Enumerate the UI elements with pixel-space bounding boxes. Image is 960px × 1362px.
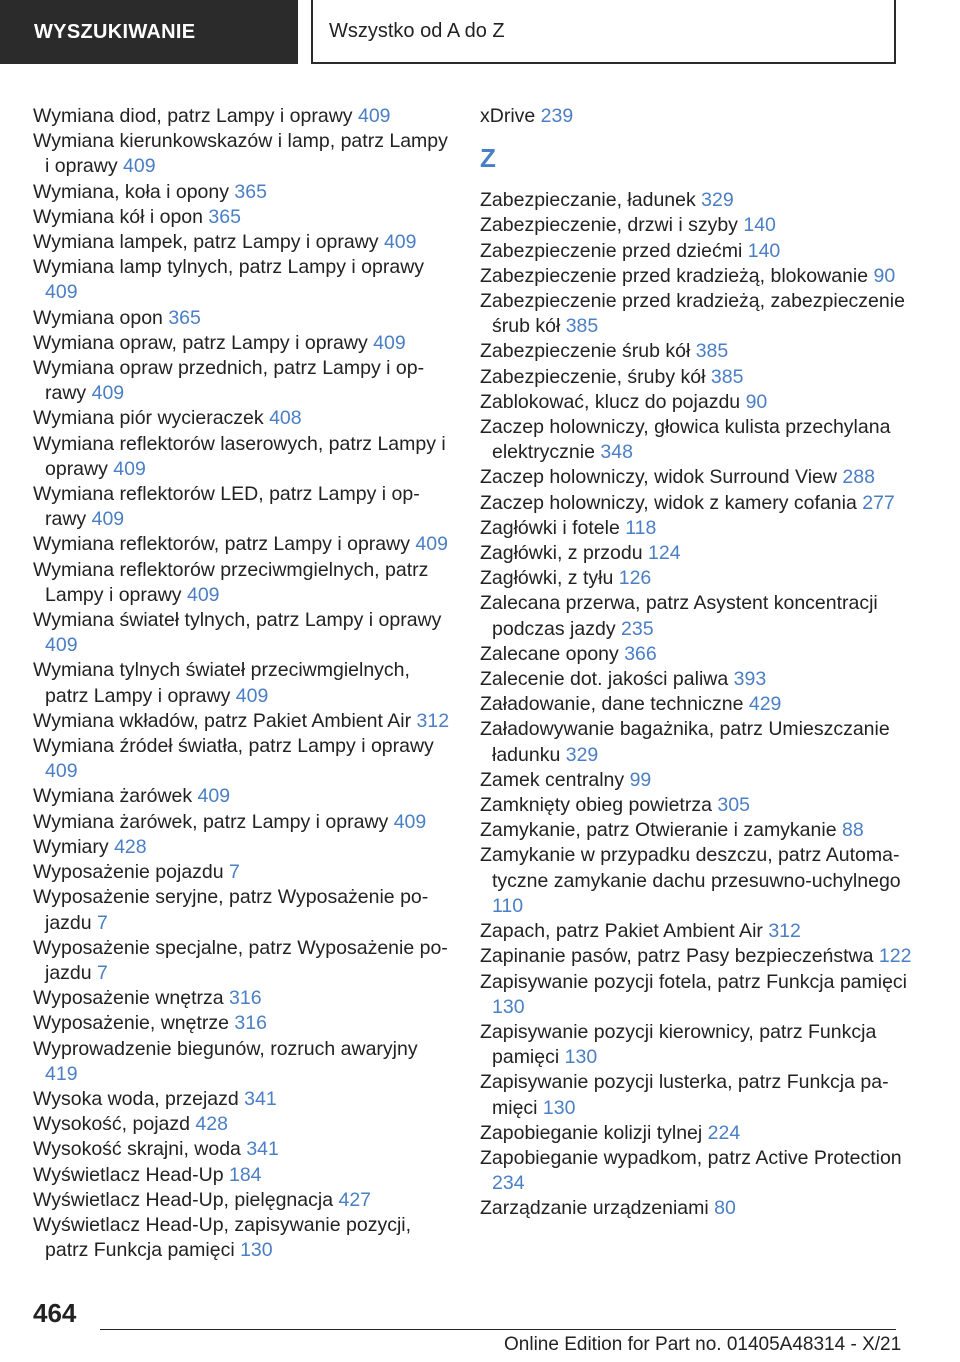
page-reference-link[interactable]: 7 — [97, 911, 108, 934]
index-entry — [33, 784, 453, 809]
page-reference-link[interactable]: 348 — [600, 441, 633, 464]
page-reference-link[interactable]: 239 — [540, 105, 574, 127]
page-reference-link[interactable]: 288 — [842, 466, 875, 489]
index-entry — [480, 818, 920, 843]
index-entry-text: Wymiana lampek, patrz Lampy i oprawy — [33, 231, 384, 254]
page-reference-link[interactable]: 409 — [91, 508, 125, 531]
index-entry-text: Wymiana lamp tylnych, patrz Lampy i oprawy — [33, 256, 425, 279]
index-entry-text: Wymiana żarówek — [33, 785, 198, 808]
page-reference-link[interactable]: 277 — [862, 491, 895, 514]
index-entry — [480, 591, 920, 641]
page-number: 464 — [33, 1298, 77, 1328]
page-reference-link[interactable]: 312 — [768, 920, 801, 943]
index-entry-text: Wymiana kierunkowskazów i lamp, patrz Lampy i oprawy — [33, 130, 448, 178]
page-reference-link[interactable]: 428 — [195, 1113, 228, 1136]
index-entry-text: Wyposażenie, wnętrze — [33, 1012, 235, 1035]
page-reference-link[interactable]: 365 — [234, 180, 267, 203]
page-reference-link[interactable]: 385 — [710, 365, 744, 388]
index-entry-text: Wymiana opraw, patrz Lampy i oprawy — [33, 331, 374, 354]
page-reference-link[interactable]: 312 — [416, 709, 450, 732]
edition-footer: Online Edition for Part no. 01405A48314 - X/21 — [504, 1334, 902, 1355]
index-entry-text: Zagłówki, z tyłu — [480, 567, 619, 590]
page-reference-link[interactable]: 409 — [415, 533, 448, 556]
index-entry-text: Zapobieganie kolizji tylnej — [480, 1121, 708, 1144]
index-entry-text: Zabezpieczanie, ładunek — [480, 189, 702, 212]
index-entry — [33, 331, 453, 356]
index-entry — [33, 1213, 453, 1263]
page-reference-link[interactable]: 409 — [393, 810, 427, 833]
index-entry-text: Załadowanie, dane techniczne — [480, 693, 749, 716]
index-entry-text: Zamykanie, patrz Otwieranie i zamykanie — [480, 819, 842, 842]
index-entry — [480, 415, 920, 465]
page-reference-link[interactable]: 184 — [228, 1163, 262, 1186]
index-entry — [33, 482, 453, 532]
index-entry — [33, 1137, 453, 1162]
index-entry-text: Zagłówki, z przodu — [480, 542, 648, 565]
index-entry-text: Zapisywanie pozycji lusterka, patrz Funkcja pamięci — [480, 1071, 889, 1119]
index-entry-text: Zapobieganie wypadkom, patrz Active Protection — [480, 1146, 902, 1169]
index-entry — [480, 944, 920, 969]
page-reference-link[interactable]: 365 — [168, 306, 201, 329]
index-entry — [33, 255, 453, 305]
index-entry — [480, 491, 920, 516]
page-reference-link[interactable]: 99 — [629, 768, 652, 791]
index-entry-text: Zabezpieczenie śrub kół — [480, 340, 696, 363]
page-reference-link[interactable]: 409 — [235, 684, 269, 707]
page-reference-link[interactable]: 130 — [542, 1096, 576, 1119]
index-entry — [480, 768, 920, 793]
index-entry — [33, 356, 453, 406]
page-reference-link[interactable]: 409 — [197, 785, 231, 808]
index-entry — [480, 289, 920, 339]
index-entry — [480, 1196, 920, 1221]
index-entry-text: Wyświetlacz Head-Up — [33, 1163, 229, 1186]
index-entry — [33, 558, 453, 608]
index-entry-text: Zamek centralny — [480, 768, 630, 791]
page-reference-link[interactable]: 427 — [338, 1188, 372, 1211]
index-entry — [480, 970, 920, 1020]
page-reference-link[interactable]: 90 — [873, 264, 896, 287]
index-entry-text: Zabezpieczenie przed kradzieżą, blokowanie — [480, 264, 874, 287]
index-entry-text: Wymiana opon — [33, 306, 169, 329]
index-entry — [480, 365, 920, 390]
index-entry-text: Wymiana wkładów, patrz Pakiet Ambient Air — [33, 709, 417, 732]
index-entry-text: Wymiana reflektorów przeciwmgielnych, patrz Lampy i oprawy — [33, 558, 429, 606]
index-entry — [480, 465, 920, 490]
index-entry-text: Zaczep holowniczy, głowica kulista przechylana elektrycznie — [480, 416, 891, 464]
page-reference-link[interactable]: 409 — [383, 231, 417, 254]
index-entry-text: Wymiana źródeł światła, patrz Lampy i oprawy — [33, 735, 434, 758]
index-entry — [33, 306, 453, 331]
index-entry-text: Zapinanie pasów, patrz Pasy bezpieczeństwa — [480, 945, 879, 968]
index-entry — [480, 516, 920, 541]
index-entry — [480, 717, 920, 767]
index-column-right — [480, 104, 920, 1222]
index-entry-text: Wyposażenie specjalne, patrz Wyposażenie pojazdu — [33, 936, 448, 984]
index-entry — [33, 104, 453, 129]
index-entry-text: Wymiana tylnych świateł przeciwmgielnych, patrz Lampy i oprawy — [33, 659, 410, 707]
index-entry-text: Wymiana diod, patrz Lampy i oprawy — [33, 105, 358, 127]
index-entry-text: Wymiana piór wycieraczek — [33, 407, 270, 430]
index-entry-text: Zapisywanie pozycji kierownicy, patrz Funkcja pamięci — [480, 1020, 877, 1069]
index-entry-text: Wysokość skrajni, woda — [33, 1138, 247, 1161]
page-reference-link[interactable]: 409 — [373, 331, 406, 354]
index-entry — [480, 339, 920, 364]
index-entry — [480, 213, 920, 238]
page-reference-link[interactable]: 234 — [492, 1172, 525, 1195]
index-entry — [33, 532, 453, 557]
index-entry — [33, 1112, 453, 1137]
page-reference-link[interactable]: 7 — [97, 961, 108, 984]
index-entry-text: Zapisywanie pozycji fotela, patrz Funkcja pamięci — [480, 970, 908, 993]
index-entry — [480, 390, 920, 415]
index-entry — [33, 936, 453, 986]
index-entry — [33, 810, 453, 835]
page-reference-link[interactable]: 409 — [45, 281, 78, 304]
page-title-box — [311, 0, 896, 64]
index-entry — [480, 793, 920, 818]
page-reference-link[interactable]: 366 — [624, 642, 657, 665]
index-entry — [480, 642, 920, 667]
index-entry-text: Zabezpieczenie przed dziećmi — [480, 239, 748, 262]
index-entry-text: Zamknięty obieg powietrza — [480, 794, 718, 817]
page-reference-link[interactable]: 130 — [492, 995, 525, 1018]
index-entry-text: Zaczep holowniczy, widok z kamery cofania — [480, 491, 863, 514]
index-entry-text: Zalecane opony — [480, 642, 625, 665]
index-entry — [480, 239, 920, 264]
index-entry — [33, 1188, 453, 1213]
index-entry — [33, 129, 453, 179]
index-entry-text: Zaczep holowniczy, widok Surround View — [480, 466, 843, 489]
index-entry-text: xDrive — [480, 105, 541, 127]
index-entry-text: Wyposażenie pojazdu — [33, 861, 230, 884]
index-entry-text: Wymiana reflektorów LED, patrz Lampy i oprawy — [33, 483, 420, 531]
index-entry — [480, 667, 920, 692]
page-reference-link[interactable]: 329 — [565, 743, 599, 766]
page-reference-link[interactable]: 385 — [695, 340, 729, 363]
page-reference-link[interactable]: 90 — [745, 390, 768, 413]
page-reference-link[interactable]: 80 — [714, 1197, 736, 1220]
section-tab-label: WYSZUKIWANIE — [34, 20, 196, 43]
index-entry — [33, 835, 453, 860]
index-entry-text: Wymiana opraw przednich, patrz Lampy i oprawy — [33, 357, 425, 405]
index-entry — [33, 608, 453, 658]
index-entry-text: Zabezpieczenie, drzwi i szyby — [480, 214, 744, 237]
index-entry — [480, 264, 920, 289]
index-entry — [480, 919, 920, 944]
page-title: Wszystko od A do Z — [329, 19, 505, 42]
page-reference-link[interactable]: 341 — [244, 1087, 277, 1110]
page-reference-link[interactable]: 130 — [240, 1239, 273, 1262]
page-reference-link[interactable]: 419 — [45, 1062, 78, 1085]
page-reference-link[interactable]: 235 — [621, 617, 654, 640]
footer-divider — [100, 1329, 896, 1330]
index-entry-text: Zalecenie dot. jakości paliwa — [480, 668, 734, 691]
index-entry-text: Wyprowadzenie biegunów, rozruch awaryjny — [33, 1037, 418, 1060]
page-reference-link[interactable]: 118 — [625, 516, 657, 539]
page-reference-link[interactable]: 409 — [91, 382, 125, 405]
index-entry-text: Załadowywanie bagażnika, patrz Umieszczanie ładunku — [480, 718, 890, 766]
page-reference-link[interactable]: 409 — [123, 155, 156, 178]
index-entry — [480, 1146, 920, 1196]
index-entry-text: Wymiana kół i opon — [33, 205, 209, 228]
page-reference-link[interactable]: 408 — [269, 407, 302, 430]
page-reference-link[interactable]: 110 — [492, 894, 524, 917]
index-entry — [33, 230, 453, 255]
index-entry — [480, 843, 920, 919]
index-entry — [480, 541, 920, 566]
index-entry-text: Wymiana, koła i opony — [33, 180, 235, 203]
index-entry-text: Wymiana reflektorów, patrz Lampy i oprawy — [33, 533, 416, 556]
index-entry — [33, 1011, 453, 1036]
index-entry — [33, 180, 453, 205]
index-entry — [33, 406, 453, 431]
page-reference-link[interactable]: 130 — [564, 1046, 598, 1069]
index-entry-text: Wymiana żarówek, patrz Lampy i oprawy — [33, 810, 394, 833]
page-reference-link[interactable]: 316 — [229, 987, 262, 1010]
page-reference-link[interactable]: 341 — [246, 1138, 279, 1161]
index-column-left — [33, 104, 453, 1263]
index-entry-text: Wymiary — [33, 835, 115, 858]
index-entry-text: Zablokować, klucz do pojazdu — [480, 390, 746, 413]
index-entry — [33, 734, 453, 784]
index-entry — [33, 658, 453, 708]
index-entry — [33, 432, 453, 482]
page-reference-link[interactable]: 429 — [748, 693, 782, 716]
index-entry — [33, 205, 453, 230]
page-reference-link[interactable]: 316 — [234, 1012, 267, 1035]
section-letter: Z — [480, 143, 496, 174]
page-reference-link[interactable]: 140 — [743, 214, 776, 237]
index-entry-text: Wymiana świateł tylnych, patrz Lampy i oprawy — [33, 609, 442, 632]
page-reference-link[interactable]: 7 — [229, 861, 240, 884]
page-reference-link[interactable]: 224 — [707, 1121, 741, 1144]
index-entry — [33, 1037, 453, 1087]
page-reference-link[interactable]: 428 — [114, 835, 147, 858]
index-entry-text: Wyposażenie seryjne, patrz Wyposażenie pojazdu — [33, 886, 429, 934]
index-entry-text: Zamykanie w przypadku deszczu, patrz Automatyczne zamykanie dachu przesuwno-uchylnego — [480, 844, 901, 892]
index-entry-text: Wyświetlacz Head-Up, pielęgnacja — [33, 1188, 339, 1211]
section-tab[interactable] — [0, 0, 298, 64]
index-entry-text: Zagłówki i fotele — [480, 516, 626, 539]
index-entry — [480, 188, 920, 213]
page-reference-link[interactable]: 329 — [701, 189, 734, 212]
index-entry-text: Wyświetlacz Head-Up, zapisywanie pozycji, patrz Funkcja pamięci — [33, 1213, 412, 1262]
page-reference-link[interactable]: 393 — [733, 668, 767, 691]
index-entry-text: Zabezpieczenie przed kradzieżą, zabezpieczenie śrub kół — [480, 290, 905, 338]
page-reference-link[interactable]: 409 — [186, 583, 220, 606]
page-reference-link[interactable]: 122 — [878, 945, 912, 968]
index-entry-text: Wyposażenie wnętrza — [33, 987, 229, 1010]
page-reference-link[interactable]: 126 — [618, 567, 652, 590]
index-entry — [480, 566, 920, 591]
page-reference-link[interactable]: 385 — [565, 315, 599, 338]
index-entry — [33, 709, 453, 734]
page-reference-link[interactable]: 409 — [45, 760, 78, 783]
index-entry — [33, 986, 453, 1011]
index-entry-text: Zarządzanie urządzeniami — [480, 1197, 715, 1220]
page-reference-link[interactable]: 305 — [717, 794, 750, 817]
page-reference-link[interactable]: 365 — [208, 205, 241, 228]
index-entry — [480, 1121, 920, 1146]
index-entry — [480, 692, 920, 717]
page-reference-link[interactable]: 88 — [841, 819, 864, 842]
index-entry — [33, 1163, 453, 1188]
index-entry-text: Zapach, patrz Pakiet Ambient Air — [480, 920, 769, 943]
index-entry-text: Wysoka woda, przejazd — [33, 1087, 245, 1110]
index-entry — [33, 1087, 453, 1112]
page-reference-link[interactable]: 124 — [648, 542, 681, 565]
page-reference-link[interactable]: 409 — [113, 457, 146, 480]
index-entry — [480, 104, 920, 129]
index-entry — [480, 1070, 920, 1120]
index-entry-text: Wysokość, pojazd — [33, 1113, 196, 1136]
page-reference-link[interactable]: 140 — [747, 239, 781, 262]
index-entry — [33, 860, 453, 885]
index-entry-text: Zalecana przerwa, patrz Asystent koncentracji podczas jazdy — [480, 592, 878, 640]
index-entry-text: Wymiana reflektorów laserowych, patrz Lampy i oprawy — [33, 432, 446, 480]
index-entry — [33, 885, 453, 935]
page-reference-link[interactable]: 409 — [45, 634, 78, 657]
index-entry — [480, 1020, 920, 1070]
page-reference-link[interactable]: 409 — [357, 105, 391, 127]
index-entry-text: Zabezpieczenie, śruby kół — [480, 365, 711, 388]
